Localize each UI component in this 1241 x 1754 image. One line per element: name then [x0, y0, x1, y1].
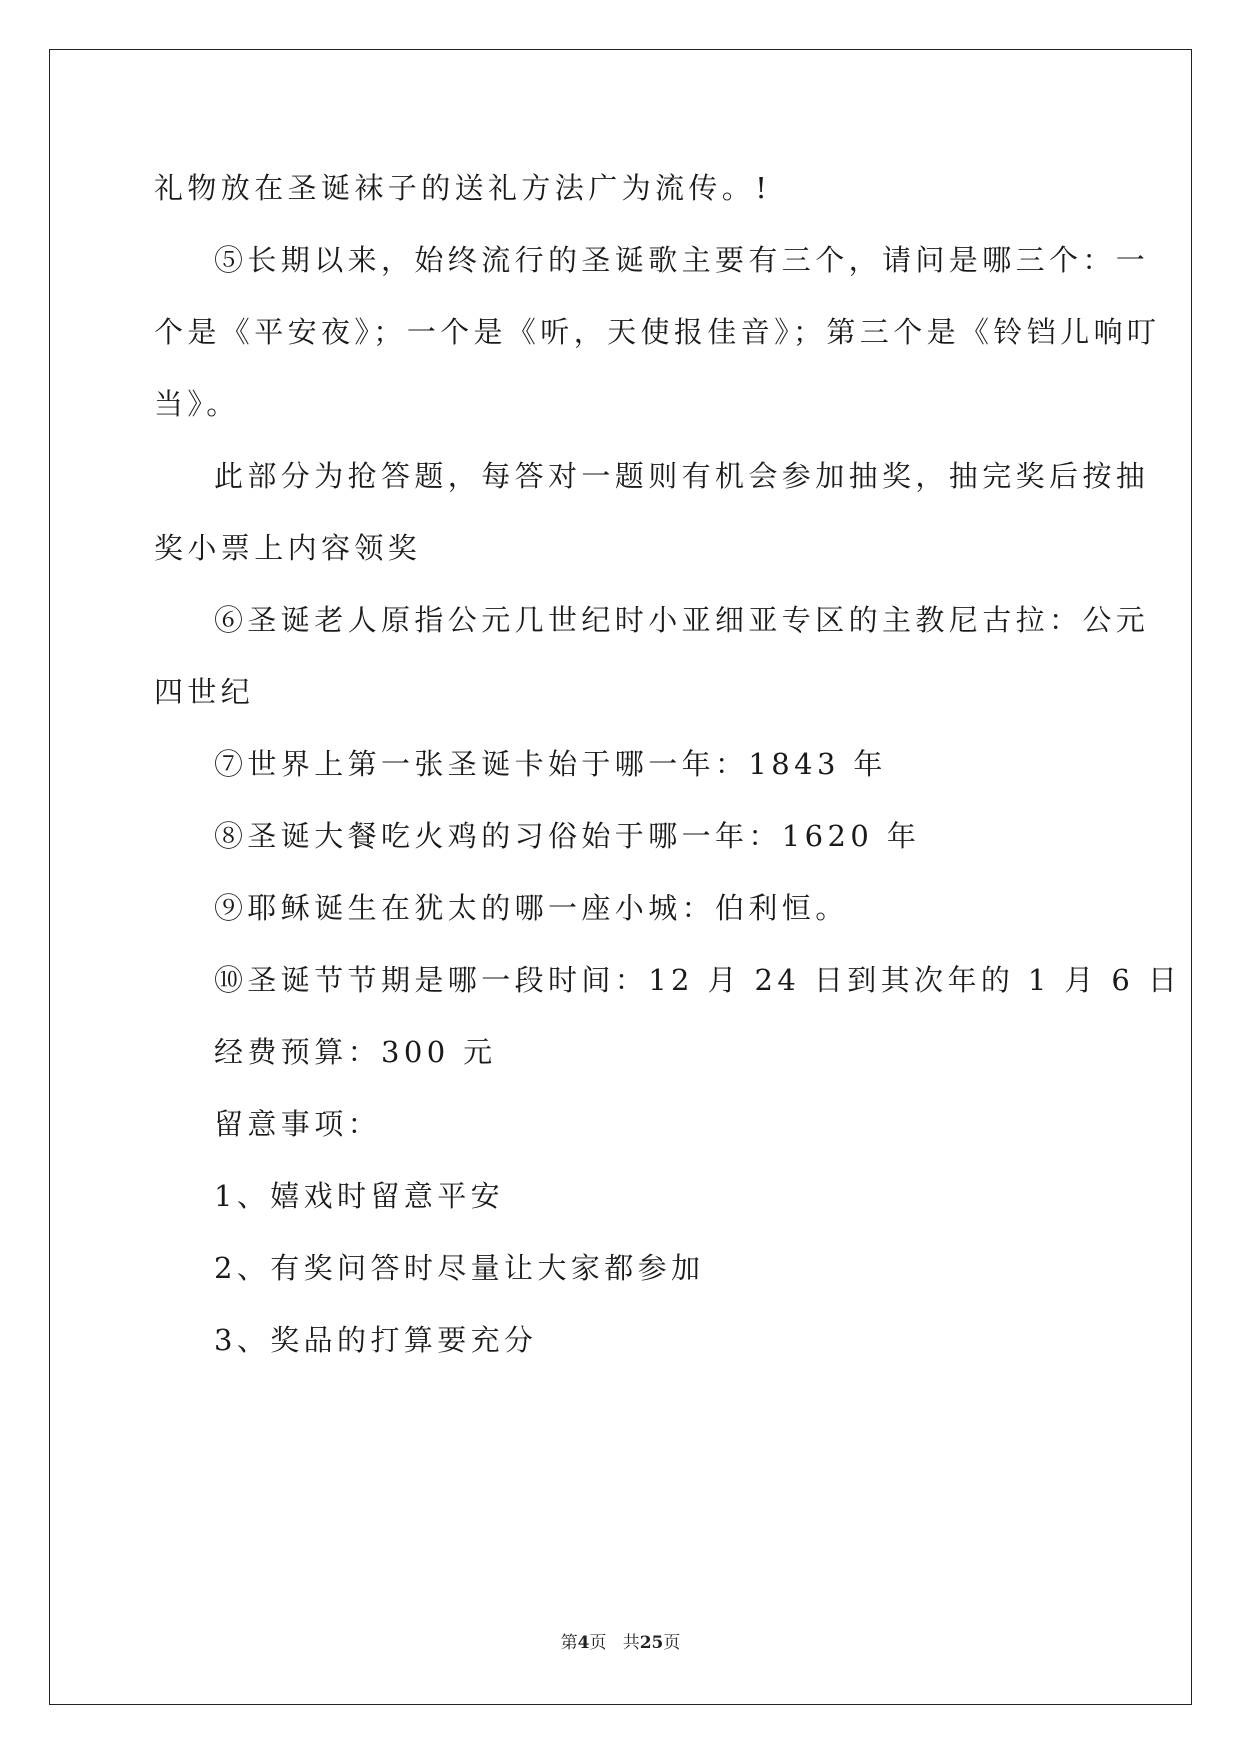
paragraph-line: ⑨耶稣诞生在犹太的哪一座小城：伯利恒。: [214, 891, 849, 925]
footer-page-suffix: 页: [589, 1633, 607, 1653]
current-page-number: 4: [577, 1633, 590, 1653]
footer-total-suffix: 页: [663, 1633, 681, 1653]
paragraph-line: 1、嬉戏时留意平安: [214, 1179, 505, 1213]
paragraph-line: 奖小票上内容领奖: [154, 531, 422, 565]
paragraph-line: ⑥圣诞老人原指公元几世纪时小亚细亚专区的主教尼古拉：公元: [214, 603, 1150, 637]
page-footer: [0, 1628, 1241, 1653]
paragraph-line: 当》。: [154, 387, 240, 421]
paragraph-line: ⑦世界上第一张圣诞卡始于哪一年：1843 年: [214, 747, 887, 781]
page-border: [49, 49, 1192, 1705]
paragraph-line: 礼物放在圣诞袜子的送礼方法广为流传。!: [154, 171, 772, 205]
footer-prefix: 第: [560, 1633, 578, 1653]
paragraph-line: 个是《平安夜》；一个是《听，天使报佳音》；第三个是《铃铛儿响叮: [154, 315, 1161, 349]
paragraph-line: 此部分为抢答题，每答对一题则有机会参加抽奖，抽完奖后按抽: [214, 459, 1150, 493]
total-page-count: 25: [639, 1633, 664, 1653]
paragraph-line: ⑩圣诞节节期是哪一段时间：12 月 24 日到其次年的 1 月 6 日: [214, 963, 1182, 997]
paragraph-line: 经费预算：300 元: [214, 1035, 497, 1069]
paragraph-line: 2、有奖问答时尽量让大家都参加: [214, 1251, 705, 1285]
paragraph-line: 3、奖品的打算要充分: [214, 1323, 538, 1357]
paragraph-line: ⑤长期以来，始终流行的圣诞歌主要有三个，请问是哪三个：一: [214, 243, 1150, 277]
paragraph-line: 留意事项：: [214, 1107, 382, 1141]
paragraph-line: 四世纪: [154, 675, 255, 709]
footer-total-prefix: 共: [622, 1633, 640, 1653]
paragraph-line: ⑧圣诞大餐吃火鸡的习俗始于哪一年：1620 年: [214, 819, 921, 853]
